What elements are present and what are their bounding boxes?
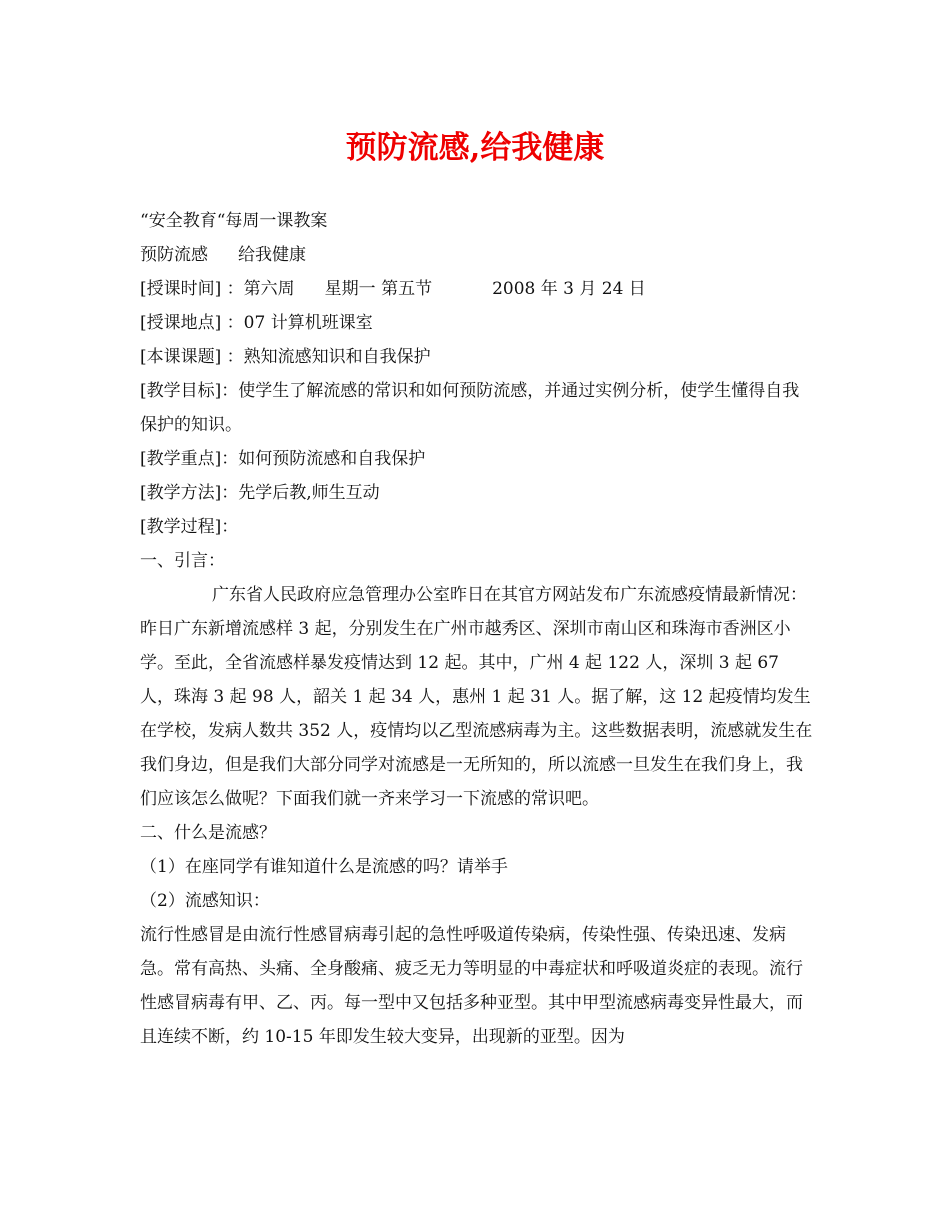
topic-right: 给我健康 bbox=[238, 245, 306, 265]
topic-left: 预防流感 bbox=[140, 245, 208, 265]
time-label: [授课时间] ： bbox=[140, 279, 244, 299]
section1-heading: 一、引言： bbox=[140, 551, 225, 571]
process-line: [教学过程]： bbox=[140, 517, 239, 537]
focus-line: [教学重点]：如何预防流感和自我保护 bbox=[140, 449, 426, 469]
method-line: [教学方法]：先学后教,师生互动 bbox=[140, 483, 380, 503]
document-body bbox=[140, 204, 816, 1054]
subject-line: [本课课题] ：熟知流感知识和自我保护 bbox=[140, 347, 431, 367]
document-title: 预防流感,给我健康 bbox=[345, 130, 605, 166]
place-line: [授课地点] ：07 计算机班课室 bbox=[140, 313, 373, 333]
time-date: 2008 年 3 月 24 日 bbox=[492, 279, 646, 299]
time-week: 第六周 bbox=[243, 279, 295, 299]
section2-question2: （2）流感知识： bbox=[140, 891, 270, 911]
time-line bbox=[140, 272, 816, 306]
subtitle-line: “安全教育“每周一课教案 bbox=[140, 211, 328, 231]
time-day: 星期一 第五节 bbox=[324, 279, 433, 299]
section2-question1: （1）在座同学有谁知道什么是流感的吗？请举手 bbox=[140, 857, 508, 877]
goal-paragraph: [教学目标]：使学生了解流感的常识和如何预防流感，并通过实例分析，使学生懂得自我保护的知识。 bbox=[140, 381, 800, 435]
section1-paragraph: 广东省人民政府应急管理办公室昨日在其官方网站发布广东流感疫情最新情况：昨日广东新增流感样 3 起，分别发生在广州市越秀区、深圳市南山区和珠海市香洲区小学。至此，全省流感样暴发疫情达到 12 起。其中，广州 4 起 122 人，深圳 3 起 67 人，珠海 3 起 98 人，韶关 1 起 34 人，惠州 1 起 31 人。据了解，这 12 起疫情均发生在学校，发病人数共 352 人，疫情均以乙型流感病毒为主。这些数据表明，流感就发生在我们身边，但是我们大部分同学对流感是一无所知的，所以流感一旦发生在我们身上，我们应该怎么做呢？下面我们就一齐来学习一下流感的常识吧。 bbox=[140, 585, 813, 809]
topic-line bbox=[140, 238, 816, 272]
section2-paragraph: 流行性感冒是由流行性感冒病毒引起的急性呼吸道传染病，传染性强、传染迅速、发病急。常有高热、头痛、全身酸痛、疲乏无力等明显的中毒症状和呼吸道炎症的表现。流行性感冒病毒有甲、乙、丙。每一型中又包括多种亚型。其中甲型流感病毒变异性最大，而且连续不断，约 10-15 年即发生较大变异，出现新的亚型。因为 bbox=[140, 925, 803, 1047]
section2-heading: 二、什么是流感？ bbox=[140, 823, 276, 843]
